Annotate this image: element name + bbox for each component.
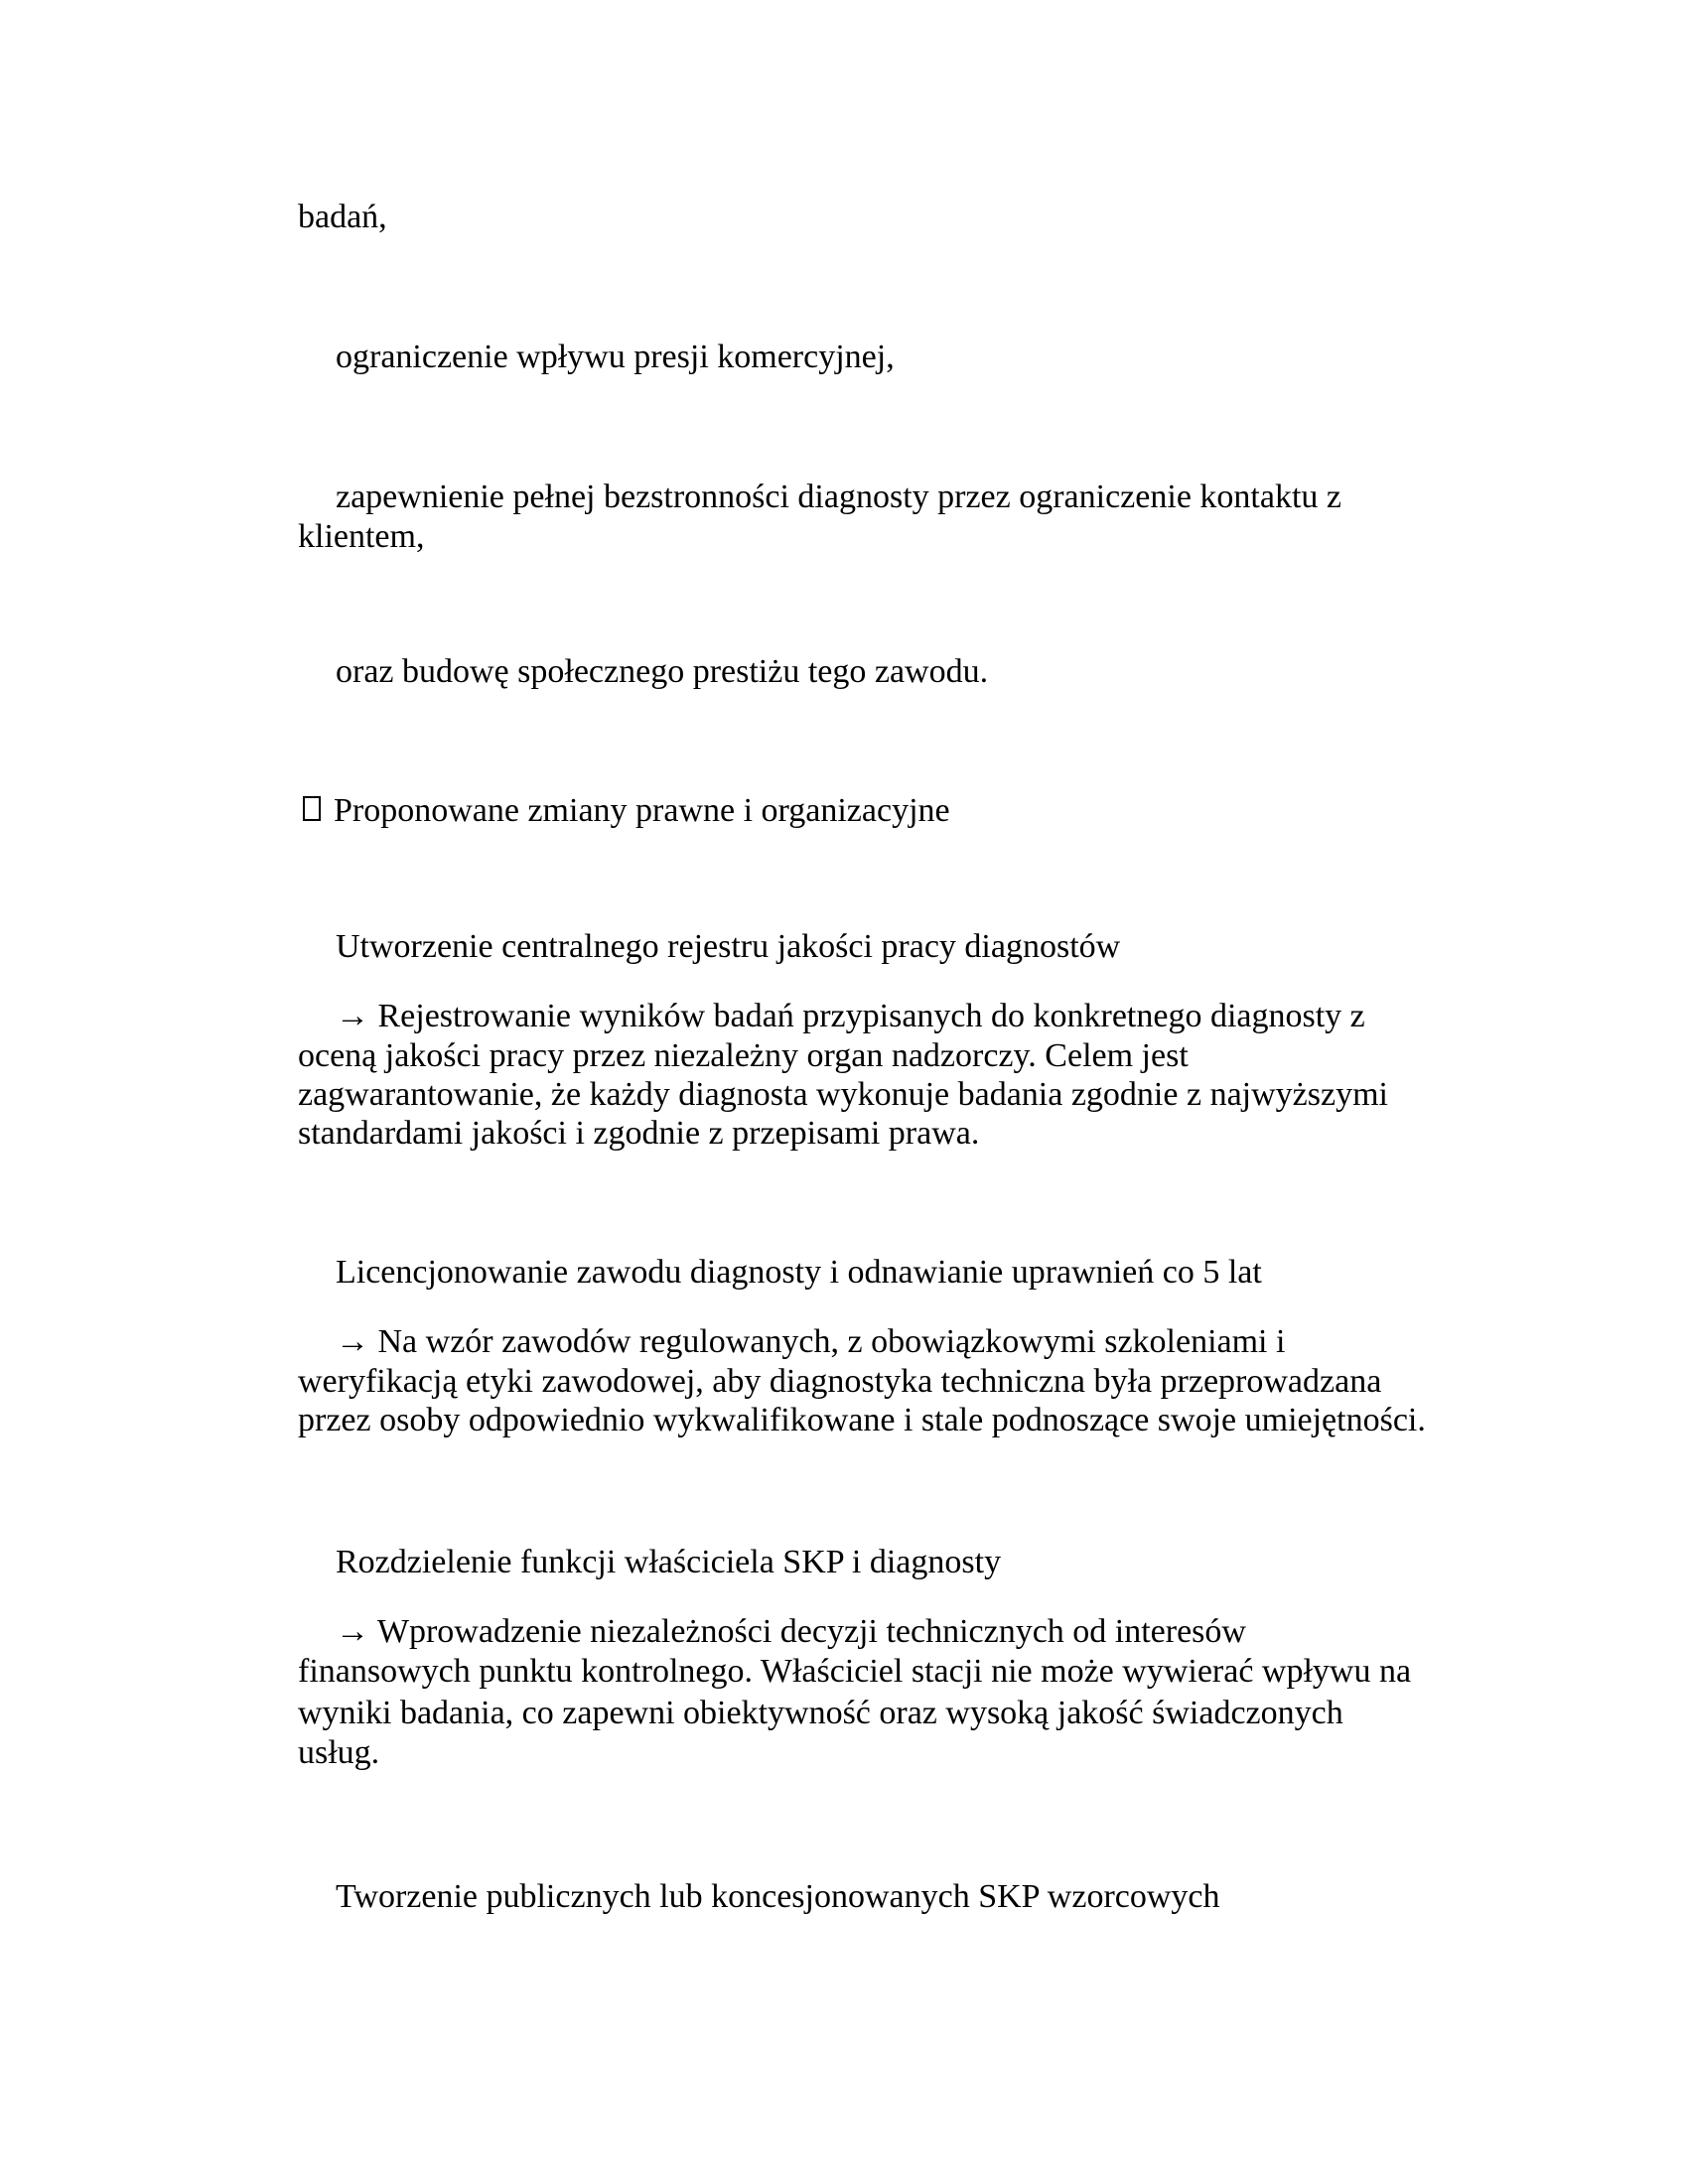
goal-item-commercial-pressure: ograniczenie wpływu presji komercyjnej, xyxy=(336,339,895,375)
proposal-desc-licensing-line-3: przez osoby odpowiednio wykwalifikowane i stale podnoszące swoje umiejętności. xyxy=(298,1402,1426,1438)
goal-item-impartiality-line-1: zapewnienie pełnej bezstronności diagnosty przez ograniczenie kontaktu z xyxy=(336,478,1341,515)
section-heading xyxy=(303,791,950,831)
section-heading-label: Proponowane zmiany prawne i organizacyjne xyxy=(334,792,950,829)
proposal-desc-registry-line-2: oceną jakości pracy przez niezależny organ nadzorczy. Celem jest xyxy=(298,1037,1189,1074)
proposal-title-registry: Utworzenie centralnego rejestru jakości pracy diagnostów xyxy=(336,928,1121,965)
proposal-desc-licensing-line-2: weryfikacją etyki zawodowej, aby diagnostyka techniczna była przeprowadzana xyxy=(298,1363,1382,1400)
proposal-desc-separation-line-2: finansowych punktu kontrolnego. Właściciel stacji nie może wywierać wpływu na xyxy=(298,1653,1412,1690)
proposal-title-licensing: Licencjonowanie zawodu diagnosty i odnawianie uprawnień co 5 lat xyxy=(336,1254,1262,1291)
proposal-desc-registry-line-1: → Rejestrowanie wyników badań przypisanych do konkretnego diagnosty z xyxy=(336,998,1365,1034)
proposal-title-separation: Rozdzielenie funkcji właściciela SKP i diagnosty xyxy=(336,1544,1002,1580)
proposal-desc-separation-line-4: usług. xyxy=(298,1734,380,1771)
proposal-desc-registry-line-4: standardami jakości i zgodnie z przepisami prawa. xyxy=(298,1115,980,1152)
continuation-text-line: badań, xyxy=(298,199,387,235)
proposal-title-model-stations: Tworzenie publicznych lub koncesjonowanych SKP wzorcowych xyxy=(336,1878,1220,1915)
proposal-desc-registry-line-3: zagwarantowanie, że każdy diagnosta wykonuje badania zgodnie z najwyższymi xyxy=(298,1076,1388,1113)
missing-glyph-box-icon xyxy=(303,796,321,821)
proposal-desc-licensing-line-1: → Na wzór zawodów regulowanych, z obowiązkowymi szkoleniami i xyxy=(336,1323,1286,1360)
goal-item-impartiality-line-2: klientem, xyxy=(298,518,425,555)
goal-item-prestige: oraz budowę społecznego prestiżu tego zawodu. xyxy=(336,653,989,690)
proposal-desc-separation-line-3: wyniki badania, co zapewni obiektywność oraz wysoką jakość świadczonych xyxy=(298,1695,1343,1731)
proposal-desc-separation-line-1: → Wprowadzenie niezależności decyzji technicznych od interesów xyxy=(336,1613,1246,1650)
